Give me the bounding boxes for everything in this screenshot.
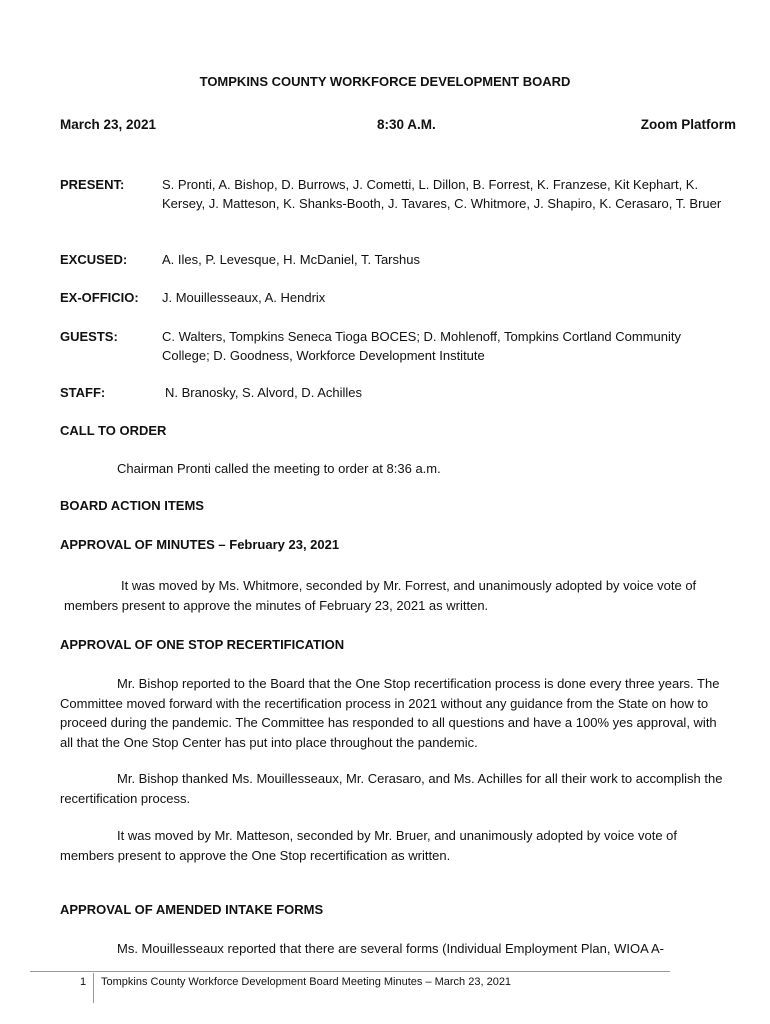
board-action-heading: BOARD ACTION ITEMS [60,498,204,513]
recertification-paragraph-1: Mr. Bishop reported to the Board that the One Stop recertification process is done every three years. The Committee moved forward with the recertification process in 2021 without any guidance from the State on how to proceed during the pandemic. The Committee has responded to all questions and have a 100% yes approval, with all that the One Stop Center has put into place throughout the pandemic. [60,676,720,750]
footer-separator [93,973,94,1003]
meeting-location: Zoom Platform [640,117,736,132]
exofficio-list: J. Mouillesseaux, A. Hendrix [162,290,326,305]
minutes-text: It was moved by Ms. Whitmore, seconded by Mr. Forrest, and unanimously adopted by voice vote of members present to approve the minutes of February 23, 2021 as written. [64,578,697,613]
recertification-paragraph-2: Mr. Bishop thanked Ms. Mouillesseaux, Mr. Cerasaro, and Ms. Achilles for all their work to accomplish the recertification process. [60,771,723,806]
present-row [60,175,740,235]
meeting-date: March 23, 2021 [60,117,157,132]
guests-label: GUESTS: [60,329,118,344]
footer-divider [30,971,670,972]
intake-forms-heading: APPROVAL OF AMENDED INTAKE FORMS [60,902,324,917]
call-to-order-heading: CALL TO ORDER [60,423,167,438]
meeting-time: 8:30 A.M. [377,117,436,132]
recertification-paragraph-3: It was moved by Mr. Matteson, seconded by Mr. Bruer, and unanimously adopted by voice vote of members present to approve the One Stop recertification as written. [60,828,678,863]
page-number: 1 [80,976,87,988]
excused-list: A. Iles, P. Levesque, H. McDaniel, T. Tarshus [162,252,420,267]
present-label: PRESENT: [60,177,125,192]
guests-row [60,327,740,367]
staff-label: STAFF: [60,385,106,400]
document-title: TOMPKINS COUNTY WORKFORCE DEVELOPMENT BOARD [199,74,571,89]
footer-text: Tompkins County Workforce Development Board Meeting Minutes – March 23, 2021 [101,976,512,988]
excused-label: EXCUSED: [60,252,128,267]
minutes-heading: APPROVAL OF MINUTES – February 23, 2021 [60,537,340,552]
exofficio-label: EX-OFFICIO: [60,290,139,305]
intake-forms-paragraph-1: Ms. Mouillesseaux reported that there are several forms (Individual Employment Plan, WIOA A- [117,941,664,956]
guests-list: C. Walters, Tompkins Seneca Tioga BOCES; D. Mohlenoff, Tompkins Cortland Community College; D. Goodness, Workforce Development Institute [162,329,682,363]
present-list: S. Pronti, A. Bishop, D. Burrows, J. Cometti, L. Dillon, B. Forrest, K. Franzese, Kit Kephart, K. Kersey, J. Matteson, K. Shanks-Booth, J. Tavares, C. Whitmore, J. Shapiro, K. Cerasaro, T. Bruer [162,177,722,211]
recertification-heading: APPROVAL OF ONE STOP RECERTIFICATION [60,637,345,652]
call-to-order-text: Chairman Pronti called the meeting to order at 8:36 a.m. [117,461,441,476]
staff-list: N. Branosky, S. Alvord, D. Achilles [165,385,362,400]
